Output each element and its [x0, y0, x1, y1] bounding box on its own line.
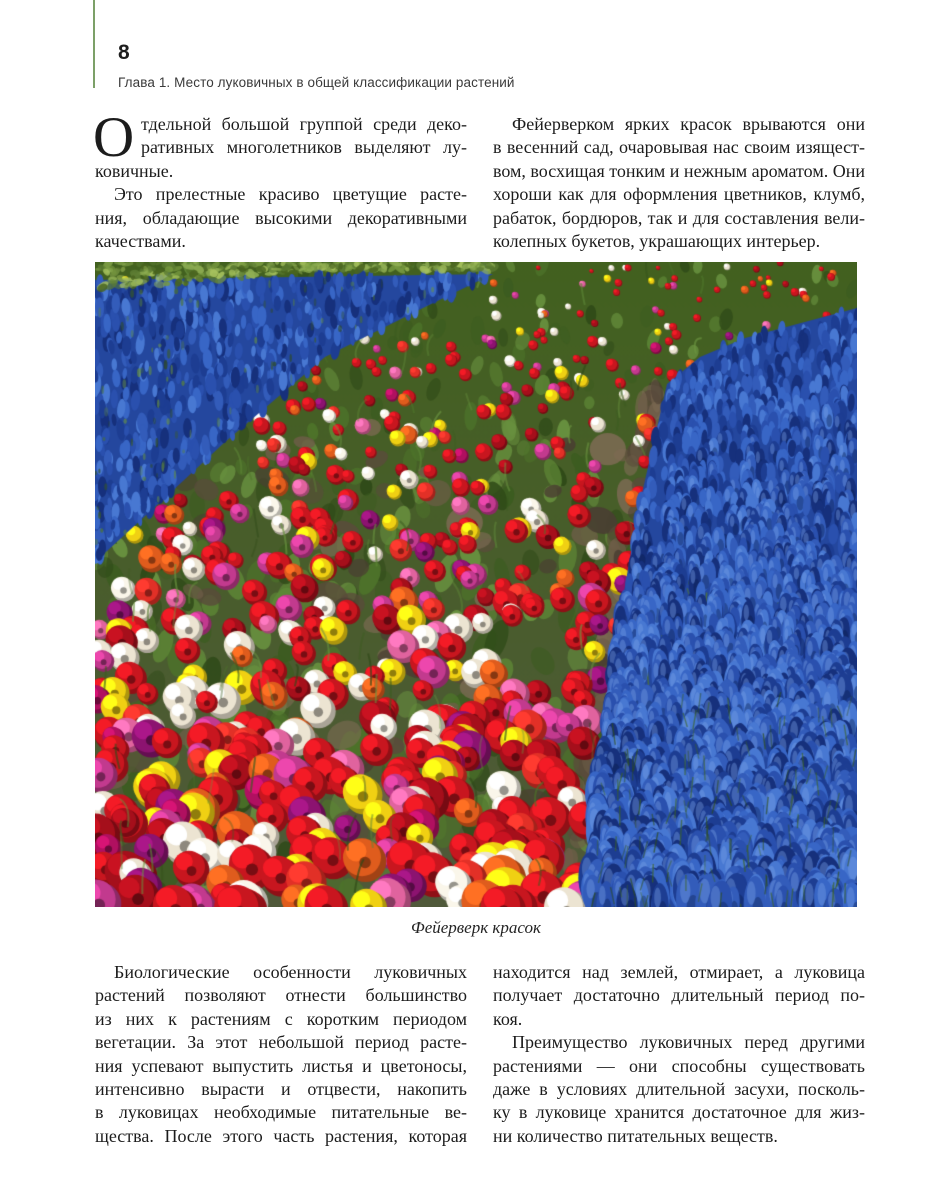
dropcap-letter: О — [93, 106, 135, 169]
column-bottom-right: находится над землей, отмирает, а луковица получает достаточно длительный период по- коя. Преимущество луковичных перед другими растениями — они способны существовать даже в условиях длительной засухи, посколь- ку в луковице хранится достаточное для жиз- ни количество питательных веществ. — [493, 962, 865, 1146]
body-text-block — [95, 961, 865, 1148]
column-bottom-left: Биологические особенности луковичных растений позволяют отнести большинство из них к растениям с коротким периодом вегетации. За этот небольшой период расте- ния успевают выпустить листья и цветоносы, интенсивно вырасти и отцвести, накопить в луковицах необходимые питательные ве- щества. После этого часть растения, которая — [95, 962, 467, 1146]
chapter-accent-rule — [93, 0, 95, 88]
figure — [95, 262, 857, 938]
column-top-left — [93, 106, 467, 253]
paragraph-lines-top-left: тдельной большой группой среди деко- ративных многолетников выделяют лу- ковичные. Это прелестные красиво цветущие расте- ния, обладающие высокими декоративными качествами. — [95, 114, 467, 251]
page-number: 8 — [118, 41, 130, 64]
intro-text-block — [93, 106, 865, 253]
flower-field-photo — [95, 262, 857, 907]
column-top-right: Фейерверком ярких красок врываются они в весенний сад, очаровывая нас своим изящест- вом, восхищая тонким и нежным ароматом. Они хороши как для оформления цветников, клумб, рабаток, бордюров, так и для составления вели- колепных букетов, украшающих интерьер. — [493, 114, 865, 251]
chapter-header: Глава 1. Место луковичных в общей классификации растений — [118, 75, 515, 90]
figure-caption: Фейерверк красок — [411, 918, 541, 937]
